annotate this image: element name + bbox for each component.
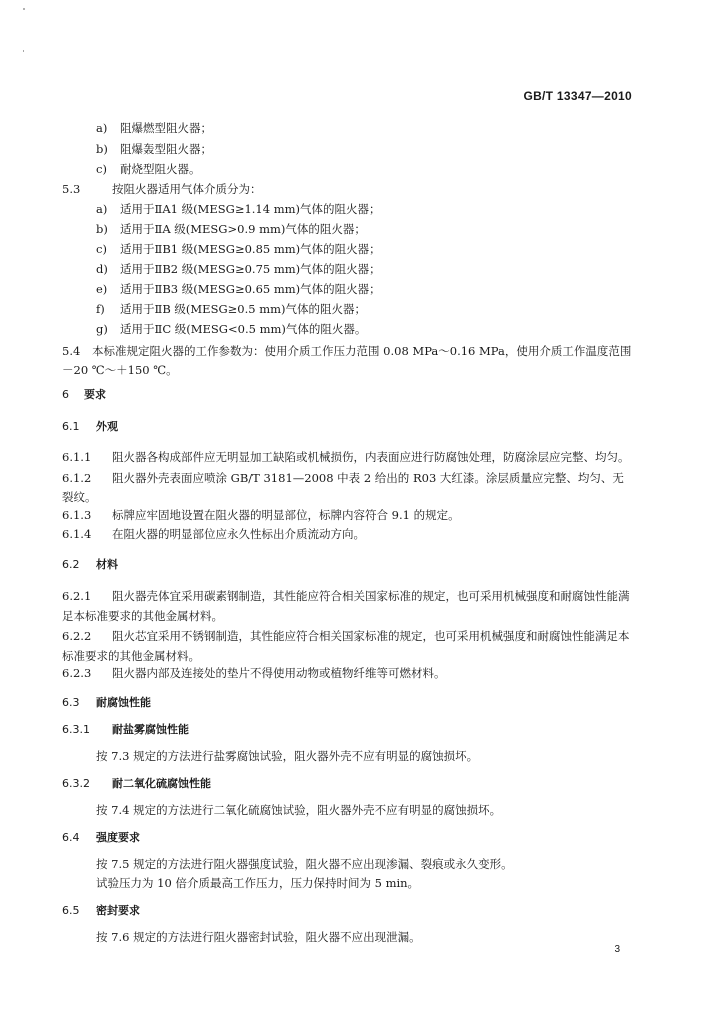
section-heading-6-1	[62, 420, 634, 434]
clause-number: 6.1.4	[62, 527, 92, 541]
clause-number: 6.1.1	[62, 450, 92, 464]
list-label: a)	[96, 202, 108, 216]
section-number: 6.4	[62, 831, 80, 844]
list-text: 阻爆燃型阻火器；	[120, 121, 212, 135]
clause-number: 6.2.2	[62, 629, 92, 643]
paragraph: 按 7.5 规定的方法进行阻火器强度试验，阻火器不应出现渗漏、裂痕或永久变形。	[96, 857, 513, 871]
section-title: 密封要求	[96, 904, 140, 917]
list-item	[96, 222, 634, 236]
clause-5-3	[62, 182, 634, 196]
list-text: 适用于ⅡA1 级(MESG≥1.14 mm)气体的阻火器；	[120, 202, 381, 216]
clause-text: 本标准规定阻火器的工作参数为：使用介质工作压力范围 0.08 MPa～0.16 MPa，使用介质工作温度范围－20 ℃～＋150 ℃。	[62, 344, 632, 377]
list-item	[96, 262, 634, 276]
list-item	[96, 121, 634, 135]
list-item	[96, 282, 634, 296]
clause-6-2-1	[62, 586, 634, 626]
section-heading-6-3	[62, 696, 634, 710]
list-text: 耐烧型阻火器。	[120, 162, 201, 176]
section-title: 要求	[84, 388, 106, 401]
list-item	[96, 162, 634, 176]
clause-text: 阻火器各构成部件应无明显加工缺陷或机械损伤，内表面应进行防腐蚀处理，防腐涂层应完整、均匀。	[112, 450, 630, 464]
clause-6-1-2	[62, 469, 634, 507]
section-heading-6-3-1	[62, 723, 634, 737]
section-title: 耐腐蚀性能	[96, 696, 151, 709]
section-number: 6.1	[62, 420, 80, 433]
scan-speck	[23, 50, 24, 52]
standard-number-header: GB/T 13347—2010	[523, 89, 632, 103]
list-item	[96, 142, 634, 156]
list-item	[96, 242, 634, 256]
list-label: c)	[96, 242, 107, 256]
clause-text: 阻火器内部及连接处的垫片不得使用动物或植物纤维等可燃材料。	[112, 666, 446, 680]
clause-5-4	[62, 342, 634, 380]
clause-text: 阻火器壳体宜采用碳素钢制造，其性能应符合相关国家标准的规定，也可采用机械强度和耐腐蚀性能满足本标准要求的其他金属材料。	[62, 589, 630, 623]
section-number: 6.3.2	[62, 777, 90, 790]
clause-6-2-3	[62, 666, 634, 680]
section-heading-6-2	[62, 558, 634, 572]
section-heading-6-3-2	[62, 777, 634, 791]
list-label: b)	[96, 222, 108, 236]
section-heading-6-5	[62, 904, 634, 918]
section-title: 耐二氧化硫腐蚀性能	[112, 777, 211, 790]
clause-number: 6.1.3	[62, 508, 92, 522]
section-number: 6	[62, 388, 69, 401]
list-label: b)	[96, 142, 108, 156]
list-text: 适用于ⅡB3 级(MESG≥0.65 mm)气体的阻火器；	[120, 282, 381, 296]
list-text: 适用于ⅡA 级(MESG>0.9 mm)气体的阻火器；	[120, 222, 366, 236]
list-label: c)	[96, 162, 107, 176]
paragraph: 按 7.4 规定的方法进行二氧化硫腐蚀试验，阻火器外壳不应有明显的腐蚀损坏。	[96, 803, 502, 817]
clause-text: 在阻火器的明显部位应永久性标出介质流动方向。	[112, 527, 365, 541]
clause-text: 阻火芯宜采用不锈钢制造，其性能应符合相关国家标准的规定，也可采用机械强度和耐腐蚀性能满足本标准要求的其他金属材料。	[62, 629, 630, 663]
list-text: 适用于ⅡB 级(MESG≥0.5 mm)气体的阻火器；	[120, 302, 367, 316]
section-number: 6.3	[62, 696, 80, 709]
list-text: 阻爆轰型阻火器；	[120, 142, 212, 156]
list-label: g)	[96, 322, 108, 336]
section-title: 材料	[96, 558, 118, 571]
list-item	[96, 322, 634, 336]
list-label: e)	[96, 282, 108, 296]
section-title: 耐盐雾腐蚀性能	[112, 723, 189, 736]
clause-6-1-3	[62, 508, 634, 522]
clause-number: 6.1.2	[62, 471, 92, 485]
list-item	[96, 202, 634, 216]
clause-text: 标牌应牢固地设置在阻火器的明显部位，标牌内容符合 9.1 的规定。	[112, 508, 460, 522]
clause-6-1-1	[62, 450, 634, 464]
section-number: 6.2	[62, 558, 80, 571]
clause-number: 6.2.1	[62, 589, 92, 603]
clause-6-2-2	[62, 626, 634, 666]
list-text: 适用于ⅡC 级(MESG<0.5 mm)气体的阻火器。	[120, 322, 367, 336]
clause-text: 按阻火器适用气体介质分为：	[112, 182, 262, 196]
page-number: 3	[614, 944, 620, 955]
clause-text: 阻火器外壳表面应喷涂 GB/T 3181—2008 中表 2 给出的 R03 大红漆。涂层质量应完整、均匀、无裂纹。	[62, 471, 624, 504]
section-number: 6.3.1	[62, 723, 90, 736]
list-text: 适用于ⅡB1 级(MESG≥0.85 mm)气体的阻火器；	[120, 242, 381, 256]
list-item	[96, 302, 634, 316]
list-label: d)	[96, 262, 108, 276]
clause-number: 5.4	[62, 344, 81, 358]
section-heading-6-4	[62, 831, 634, 845]
section-title: 外观	[96, 420, 118, 433]
clause-number: 6.2.3	[62, 666, 92, 680]
paragraph: 按 7.3 规定的方法进行盐雾腐蚀试验，阻火器外壳不应有明显的腐蚀损坏。	[96, 749, 479, 763]
paragraph: 试验压力为 10 倍介质最高工作压力，压力保持时间为 5 min。	[96, 876, 420, 890]
section-title: 强度要求	[96, 831, 140, 844]
section-heading-6	[62, 388, 634, 402]
clause-number: 5.3	[62, 182, 81, 196]
section-number: 6.5	[62, 904, 80, 917]
clause-6-1-4	[62, 527, 634, 541]
list-label: a)	[96, 121, 108, 135]
list-label: f)	[96, 302, 105, 316]
paragraph: 按 7.6 规定的方法进行阻火器密封试验，阻火器不应出现泄漏。	[96, 930, 421, 944]
scan-speck	[23, 8, 25, 10]
list-text: 适用于ⅡB2 级(MESG≥0.75 mm)气体的阻火器；	[120, 262, 381, 276]
